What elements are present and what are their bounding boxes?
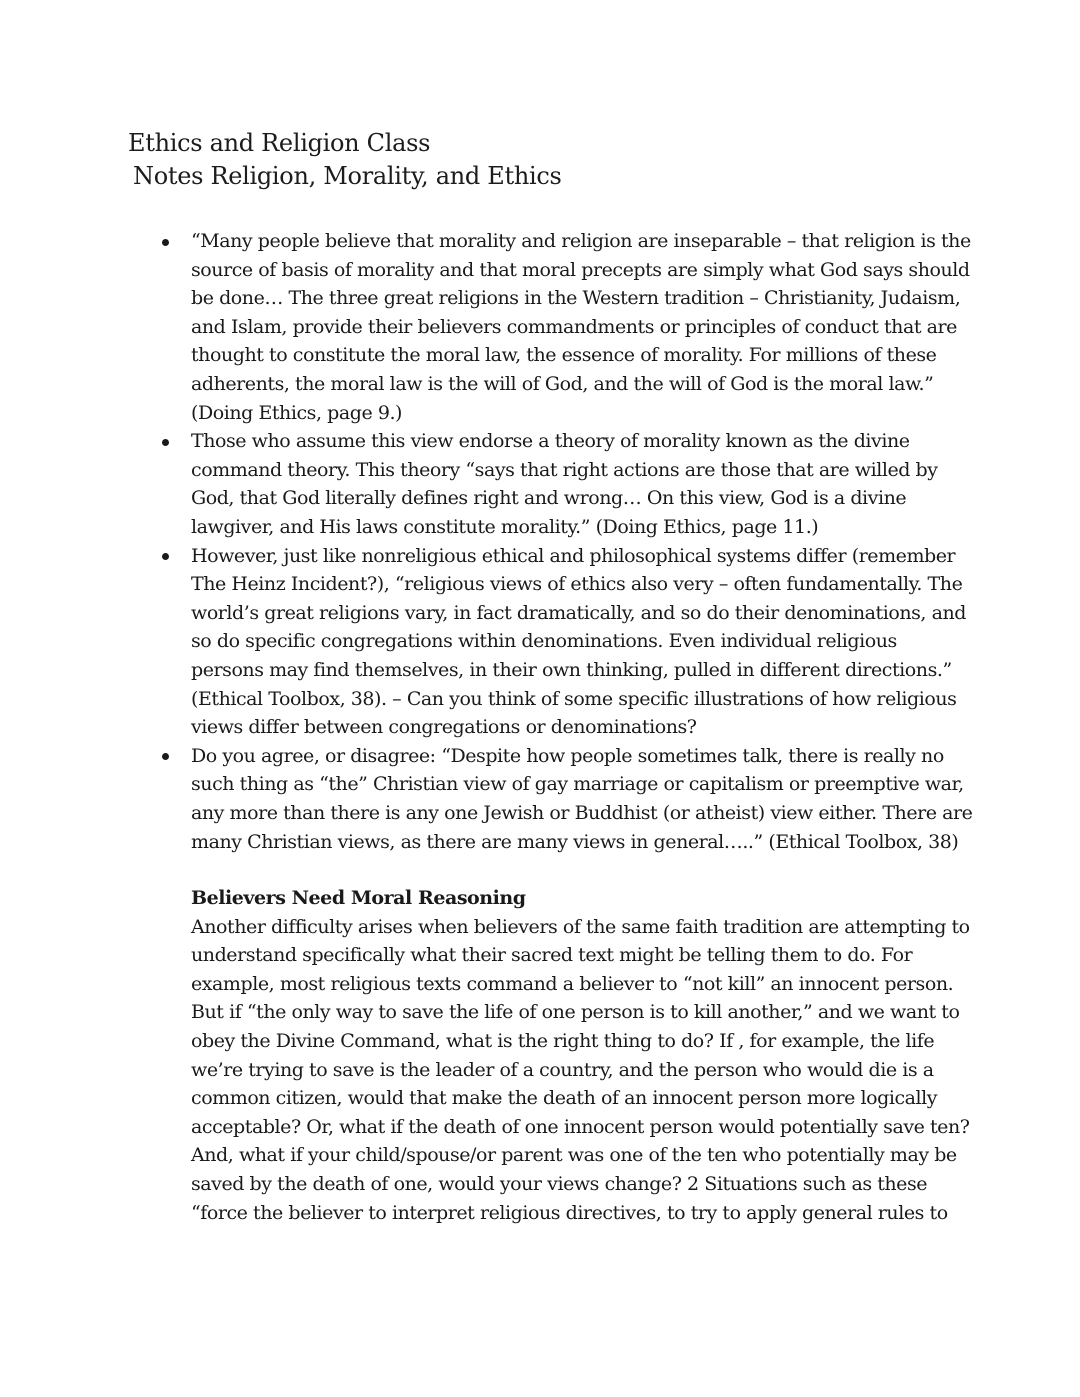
text-line: saved by the death of one, would your views change? 2 Situations such as these (191, 1173, 928, 1195)
text-line: The Heinz Incident?), “religious views of ethics also very – often fundamentally. The (191, 573, 963, 596)
text-line: obey the Divine Command, what is the right thing to do? If , for example, the life (191, 1030, 935, 1052)
text-line: persons may find themselves, in their own thinking, pulled in different directions.” (191, 659, 952, 681)
text-line: And, what if your child/spouse/or parent was one of the ten who potentially may be (191, 1144, 957, 1167)
text-line: Those who assume this view endorse a theory of morality known as the divine (191, 430, 910, 453)
bullet-dot-icon (162, 439, 169, 446)
text-line: acceptable? Or, what if the death of one innocent person would potentially save ten? (191, 1115, 970, 1138)
text-line: any more than there is any one Jewish or Buddhist (or atheist) view either. There are (191, 802, 973, 824)
text-line: source of basis of morality and that moral precepts are simply what God says should (191, 258, 970, 281)
text-line: so do specific congregations within denominations. Even individual religious (191, 630, 897, 653)
text-line: command theory. This theory “says that right actions are those that are willed by (191, 458, 938, 481)
text-line: thought to constitute the moral law, the essence of morality. For millions of these (191, 344, 937, 367)
document-title: Ethics and Religion Class (128, 129, 431, 157)
text-line: “force the believer to interpret religious directives, to try to apply general rules to (191, 1201, 948, 1224)
text-line: lawgiver, and His laws constitute morality.” (Doing Ethics, page 11.) (191, 516, 819, 538)
text-line: we’re trying to save is the leader of a country, and the person who would die is a (191, 1058, 934, 1081)
text-line: adherents, the moral law is the will of God, and the will of God is the moral law.” (191, 373, 934, 395)
text-line: understand specifically what their sacred text might be telling them to do. For (191, 944, 913, 967)
text-line: common citizen, would that make the death of an innocent person more logically (191, 1087, 938, 1110)
text-line: example, most religious texts command a believer to “not kill” an innocent person. (191, 972, 954, 995)
text-line: God, that God literally defines right and wrong… On this view, God is a divine (191, 487, 907, 510)
text-line: “Many people believe that morality and religion are inseparable – that religion is the (191, 230, 971, 252)
section-heading: Believers Need Moral Reasoning (191, 887, 526, 909)
bullet-dot-icon (162, 239, 169, 246)
text-line: (Ethical Toolbox, 38). – Can you think of some specific illustrations of how religious (191, 687, 957, 710)
text-line: However, just like nonreligious ethical and philosophical systems differ (remember (191, 544, 956, 567)
bullet-dot-icon (162, 553, 169, 560)
text-line: many Christian views, as there are many views in general…..” (Ethical Toolbox, 38) (191, 830, 959, 853)
text-line: and Islam, provide their believers commandments or principles of conduct that are (191, 315, 957, 338)
text-line: world’s great religions vary, in fact dramatically, and so do their denominations, and (191, 601, 966, 624)
text-line: Do you agree, or disagree: “Despite how people sometimes talk, there is really no (191, 744, 944, 767)
text-line: be done… The three great religions in the Western tradition – Christianity, Judaism, (191, 287, 961, 310)
text-line: views differ between congregations or denominations? (191, 716, 697, 739)
document-subtitle: Notes Religion, Morality, and Ethics (133, 162, 562, 190)
text-line: Another difficulty arises when believers of the same faith tradition are attempting to (191, 915, 970, 938)
text-line: such thing as “the” Christian view of gay marriage or capitalism or preemptive war, (191, 773, 964, 796)
text-line: But if “the only way to save the life of one person is to kill another,” and we want to (191, 1001, 960, 1024)
bullet-dot-icon (162, 753, 169, 760)
text-line: (Doing Ethics, page 9.) (191, 401, 403, 424)
